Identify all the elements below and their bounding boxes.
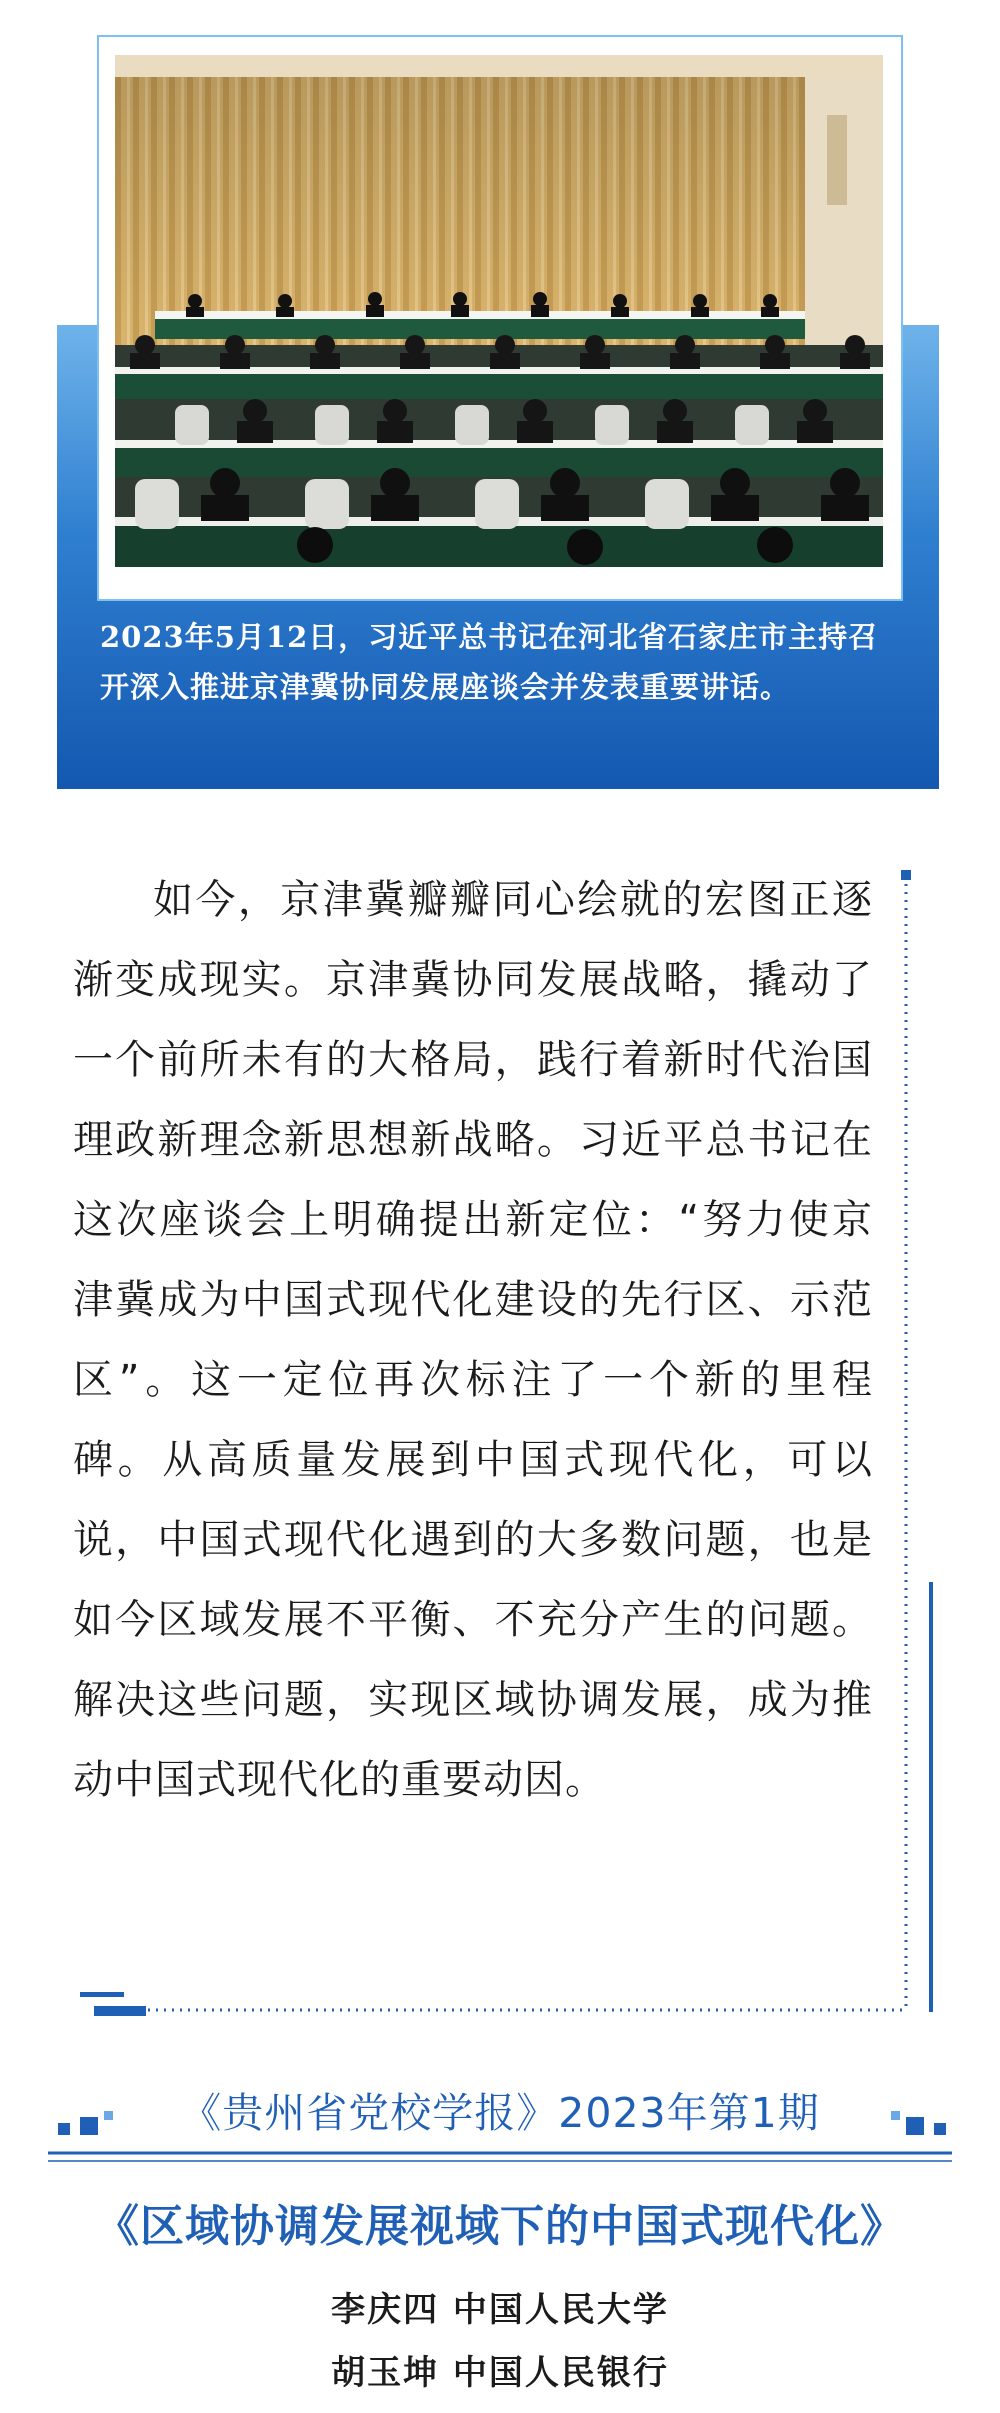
meeting-photo-illustration: [115, 55, 883, 567]
article-title: 《区域协调发展视域下的中国式现代化》: [95, 2201, 905, 2252]
dotted-frame-decoration: [60, 870, 940, 2030]
photo-caption: 2023年5月12日，习近平总书记在河北省石家庄市主持召开深入推进京津冀协同发展座谈会并发表重要讲话。: [100, 620, 879, 704]
divider-double-line: [48, 2150, 952, 2166]
journal-citation: 《贵州省党校学报》2023年第1期: [180, 2089, 820, 2137]
meeting-photo: [115, 55, 883, 567]
author-line-1: 李庆四 中国人民大学: [331, 2290, 669, 2330]
article-paragraph: 如今，京津冀瓣瓣同心绘就的宏图正逐渐变成现实。京津冀协同发展战略，撬动了一个前所未有的大格局，践行着新时代治国理政新理念新思想新战略。习近平总书记在这次座谈会上明确提出新定位：“努力使京津冀成为中国式现代化建设的先行区、示范区”。这一定位再次标注了一个新的里程碑。从高质量发展到中国式现代化，可以说，中国式现代化遇到的大多数问题，也是如今区域发展不平衡、不充分产生的问题。解决这些问题，实现区域协调发展，成为推动中国式现代化的重要动因。: [73, 877, 873, 1803]
author-line-2: 胡玉坤 中国人民银行: [331, 2353, 669, 2393]
